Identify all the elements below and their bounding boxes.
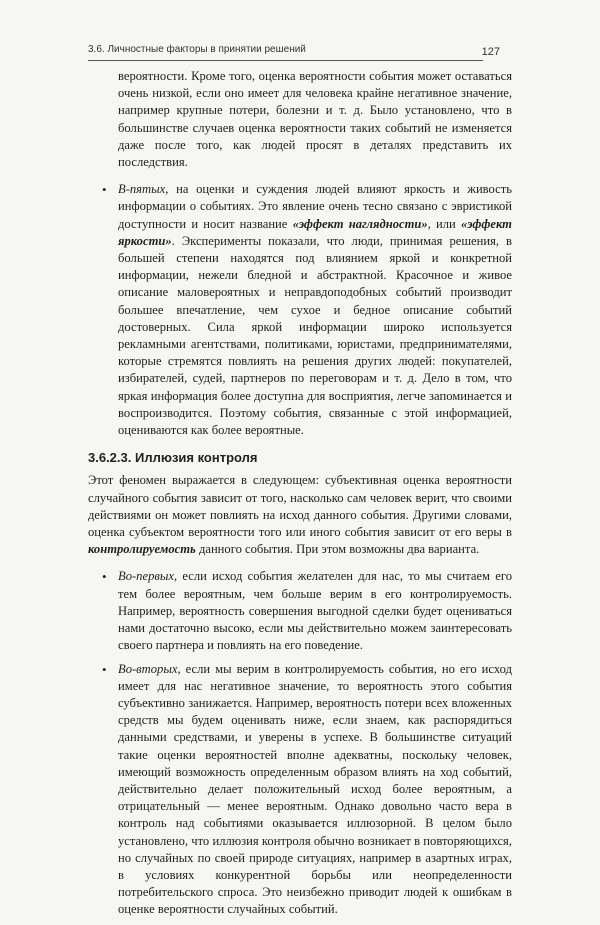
term-vividness: «эффект наглядности» — [292, 216, 428, 231]
bullet-lead: В-пятых — [118, 182, 166, 197]
bullet-marker: • — [102, 569, 107, 585]
bullet-text: , если мы верим в контролируемость события, но его исход имеет для нас негативное значение, то вероятность этого события субъективно занижается. Например, вероятность потери всех вложенных средств мы будем оценивать ниже, если знаем, как распорядиться данными средствами, и уверены в успехе. В большинстве ситуаций такие оценки вероятностей вполне адекватны, поскольку человек, имеющий возможность определенным образом влиять на ход событий, действительно делает положительный исход более вероятным, а отрицательный — менее вероятным. Однако довольно часто вера в контроль над событиями оказывается иллюзорной. В целом было установлено, что иллюзия контроля обычно возникает в повторяющихся, но случайных по своей природе ситуациях, например в азартных играх, в условиях конкурентной борьбы или неопределенности потребительского спроса. Это неизбежно приводит людей к ошибкам в оценке вероятности случайных событий. — [118, 661, 512, 917]
bullet-lead: Во-вторых — [118, 661, 178, 676]
bullet-second — [88, 661, 512, 919]
continued-paragraph: вероятности. Кроме того, оценка вероятности события может оставаться очень низкой, если оно имеет для человека крайне негативное значение, например крупные потери, болезни и т. д. Было установлено, что в большинстве случаев оценка вероятности таких событий не изменяется даже после того, как людей просят в деталях представить их последствия. — [118, 69, 512, 170]
page-number: 127 — [481, 46, 500, 58]
term-controllability: контролируемость — [88, 542, 196, 557]
bullet-text: , или — [427, 216, 461, 231]
term-brightness: «эффект яркости» — [118, 216, 512, 248]
bullet-text: . Эксперименты показали, что люди, принимая решения, в большей степени находятся под влиянием яркой и конкретной информации, нежели бледной и абстрактной. Красочное и живое описание маловероятных и неправдоподобных событий производит большее впечатление, чем сухое и бедное описание событий достоверных. Сила яркой информации широко используется рекламными агентствами, политиками, юристами, предпринимателями, которые стремятся повлиять на решения других людей: покупателей, избирателей, судей, партнеров по переговорам и т. д. Дело в том, что яркая информация более доступна для восприятия, легче запоминается и воспроизводится. Поэтому события, связанные с этой информацией, оцениваются как более вероятные. — [118, 233, 512, 438]
bullet-lead: Во-первых — [118, 569, 174, 584]
intro-text: данного события. При этом возможны два варианта. — [195, 542, 480, 557]
bullet-text: , если исход события желателен для нас, то мы считаем его тем более вероятным, чем больше верим в его контролируемость. Например, вероятность совершения выгодной сделки будет оцениваться нами достаточно высоко, если мы действительно можем заинтересовать своего партнера и повлиять на его поведение. — [118, 569, 512, 653]
intro-paragraph — [88, 472, 512, 558]
subsection-heading: 3.6.2.3. Иллюзия контроля — [88, 450, 258, 466]
page-body — [88, 68, 512, 925]
intro-text: Этот феномен выражается в следующем: субъективная оценка вероятности случайного события зависит от того, насколько сам человек верит, что своими действиями он может повлиять на исход данного события. Другими словами, оценка субъектом вероятности того или иного события зависит от его веры в — [88, 473, 512, 540]
bullet-first — [88, 568, 512, 654]
bullet-fifth — [88, 181, 512, 439]
header-rule — [88, 60, 483, 61]
bullet-marker: • — [102, 661, 107, 677]
section-title: 3.6. Личностные факторы в принятии решений — [88, 44, 306, 55]
bullet-text: , на оценки и суждения людей влияют яркость и живость информации о событиях. Это явление очень тесно связано с эвристикой доступности и носит название — [118, 182, 512, 231]
bullet-marker: • — [102, 182, 107, 198]
